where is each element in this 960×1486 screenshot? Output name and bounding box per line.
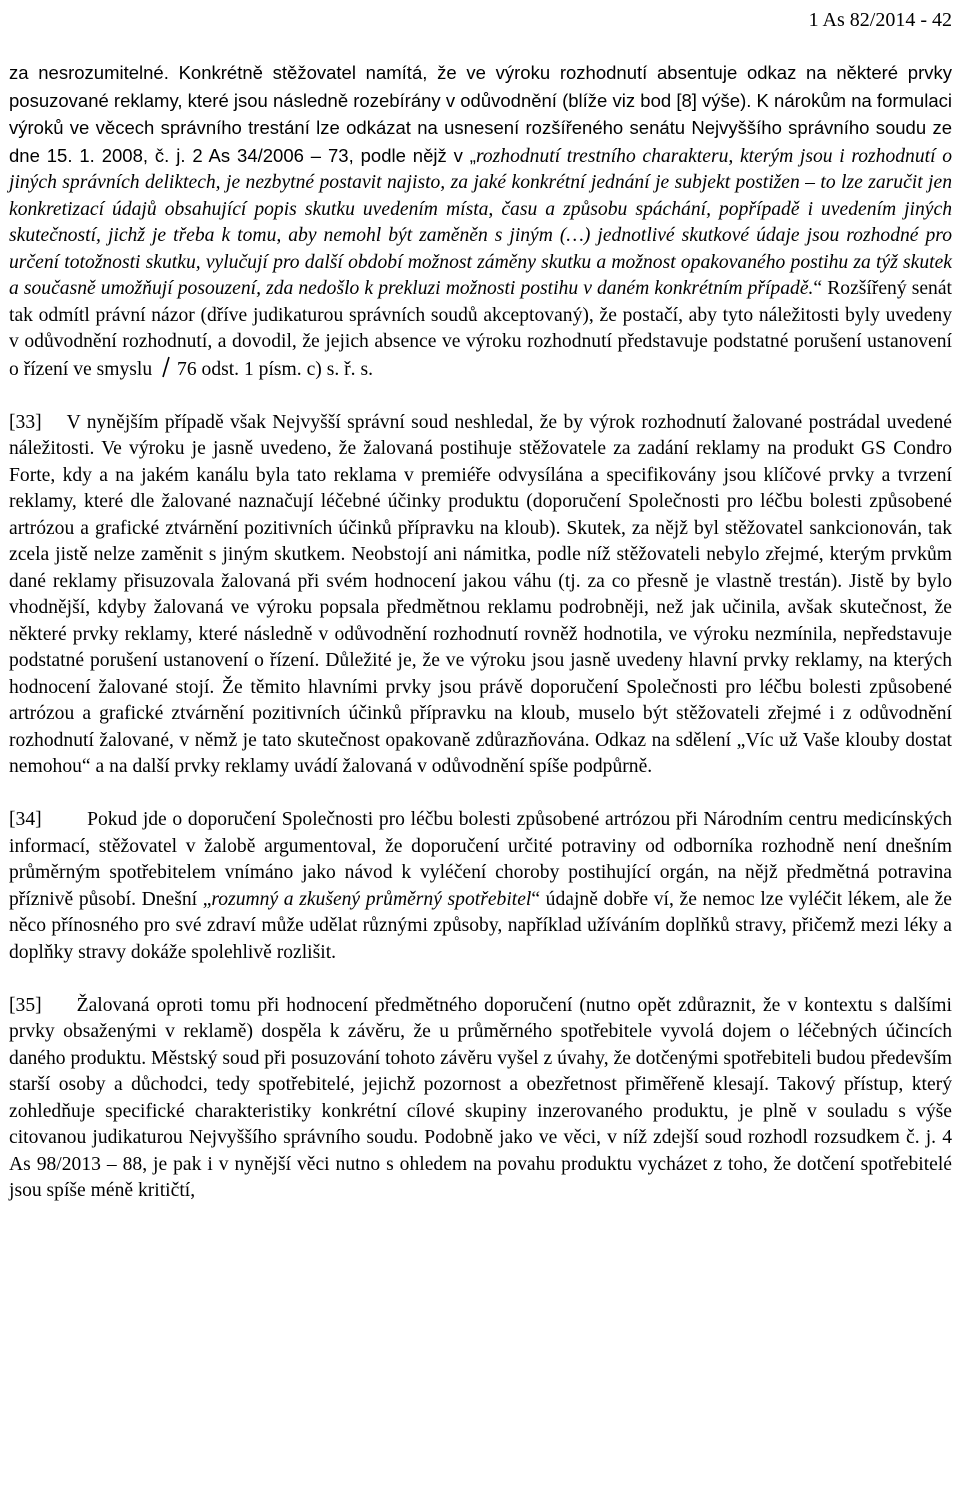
- paragraph-35: [9, 993, 952, 1205]
- paragraph-35-number: [35]: [9, 994, 42, 1016]
- paragraph-35-text: Žalovaná oproti tomu při hodnocení předmětného doporučení (nutno opět zdůraznit, že v kontextu s dalšími prvky obsaženými v reklamě) dospěla k závěru, že u průměrného spotřebitele vyvolá dojem o léčebných účincích daného produktu. Městský soud při posuzování tohoto závěru vyšel z úvahy, že dotčenými spotřebiteli budou především starší osoby a důchodci, tedy spotřebitelé, jejichž pozornost a obezřetnost přiměřeně klesají. Takový přístup, který zohledňuje specifické charakteristiky konkrétní cílové skupiny inzerovaného produktu, je plně v souladu s výše citovanou judikaturou Nejvyššího správního soudu. Podobně jako ve věci, v níž zdejší soud rozhodl rozsudkem č. j. 4 As 98/2013 – 88, je pak i v nynější věci nutno s ohledem na povahu produktu vycházet z toho, že dotčení spotřebitelé jsou spíše méně kritičtí,: [9, 994, 952, 1201]
- quoted-resolution: rozhodnutí trestního charakteru, kterým jsou i rozhodnutí o jiných správních deliktech, je nezbytné postavit najisto, za jaké konkrétní jednání je subjekt postižen – to lze zaručit jen konkretizací údajů obsahující popis skutku uvedením místa, času a způsobu spáchání, popřípadě i uvedením jiných skutečností, jichž je třeba k tomu, aby nemohl být zaměněn s jiným (…) jednotlivé skutkové údaje jsou rozhodné pro určení totožnosti skutku, vylučují pro další období možnost záměny skutku a možnost opakovaného postihu za týž skutek a současně umožňují posouzení, zda nedošlo k prekluzi možnosti postihu v daném konkrétním případě.: [9, 145, 952, 299]
- intro-text-continuation: “ Rozšířený senát tak odmítl právní názor (dříve judikaturou správních soudů akceptovaný), že postačí, aby tyto náležitosti byly uvedeny v odůvodnění rozhodnutí, a dovodil, že jejich absence ve výroku rozhodnutí představuje podstatné porušení ustanovení o řízení ve smyslu: [9, 278, 952, 380]
- document-body: [9, 60, 952, 1231]
- section-sign-icon: [159, 356, 173, 378]
- paragraph-34: [9, 807, 952, 966]
- intro-text-sans-2: K nárokům na formulaci výroků ve věcech správního trestání lze odkázat na usnesení rozšířeného senátu Nejvyššího správního soudu ze dne 15. 1. 2008, č. j. 2 As 34/2006 – 73, podle nějž v „: [9, 89, 952, 166]
- paragraph-33: [9, 410, 952, 781]
- paragraph-33-number: [33]: [9, 411, 42, 433]
- paragraph-33-text: V nynějším případě však Nejvyšší správní soud neshledal, že by výrok rozhodnutí žalované postrádal uvedené náležitosti. Ve výroku je jasně uvedeno, že žalovaná postihuje stěžovatele za zadání reklamy na produkt GS Condro Forte, kdy a na jakém kanálu byla tato reklama v premiéře odvysílána a specifikovány jsou klíčové prvky a tvrzení reklamy, které dle žalované naznačují léčebné účinky produktu (doporučení Společnosti pro léčbu bolesti způsobené artrózou a grafické ztvárnění pozitivních účinků přípravku na kloub). Skutek, za nějž byl stěžovatel sankcionován, tak zcela jistě nelze zaměnit s jiným skutkem. Neobstojí ani námitka, podle níž stěžovateli nebylo zřejmé, kterým prvkům dané reklamy přisuzovala žalovaná při svém hodnocení jakou váhu (tj. za co přesně je vlastně trestán). Jistě by bylo vhodnější, kdyby žalovaná ve výroku popsala předmětnou reklamu podrobněji, než jak učinila, avšak skutečnost, že některé prvky reklamy, které následně v odůvodnění rozhodnutí rovněž hodnotila, ve výroku nezmínila, nepředstavuje podstatné porušení ustanovení o řízení. Důležité je, že ve výroku jsou jasně uvedeny hlavní prvky reklamy, na kterých hodnocení žalované stojí. Že těmito hlavními prvky jsou právě doporučení Společnosti pro léčbu bolesti způsobené artrózou a grafické ztvárnění pozitivních účinků přípravku na kloub, muselo být stěžovateli zřejmé i z odůvodnění rozhodnutí žalované, v němž je tato skutečnost opakovaně zdůrazňována. Odkaz na sdělení „Víc už Vaše klouby dostat nemohou“ a na další prvky reklamy uvádí žalovaná v odůvodnění spíše podpůrně.: [9, 411, 952, 777]
- intro-paragraph: [9, 60, 952, 383]
- paragraph-34-quoted-consumer: rozumný a zkušený průměrný spotřebitel: [211, 888, 532, 910]
- intro-text-section-ref: 76 odst. 1 písm. c) s. ř. s.: [177, 358, 373, 380]
- case-number-header: 1 As 82/2014 - 42: [808, 9, 952, 31]
- paragraph-34-number: [34]: [9, 809, 42, 830]
- paragraph-34-text-before: Pokud jde o doporučení Společnosti pro léčbu bolesti způsobené artrózou při Národním centru medicínských informací, stěžovatel v žalobě argumentoval, že doporučení určité potraviny od odborníka rozhodně není dnešním průměrným spotřebitelem vnímáno jako návod k vyléčení choroby postihující orgán, na nějž předmětná potravina příznivě působí. Dnešní „: [9, 809, 952, 910]
- intro-text-sans: za nesrozumitelné. Konkrétně stěžovatel namítá, že ve výroku rozhodnutí absentuje odkaz na některé prvky posuzované reklamy, které jsou následně rozebírány v odůvodnění (blíže viz bod [8] výše).: [9, 62, 952, 111]
- paragraph-34-text-after: “ údajně dobře ví, že nemoc lze vyléčit lékem, ale že něco přínosného pro své zdraví může udělat různými způsoby, například užíváním doplňků stravy, přičemž mezi léky a doplňky stravy dokáže spolehlivě rozlišit.: [9, 888, 952, 963]
